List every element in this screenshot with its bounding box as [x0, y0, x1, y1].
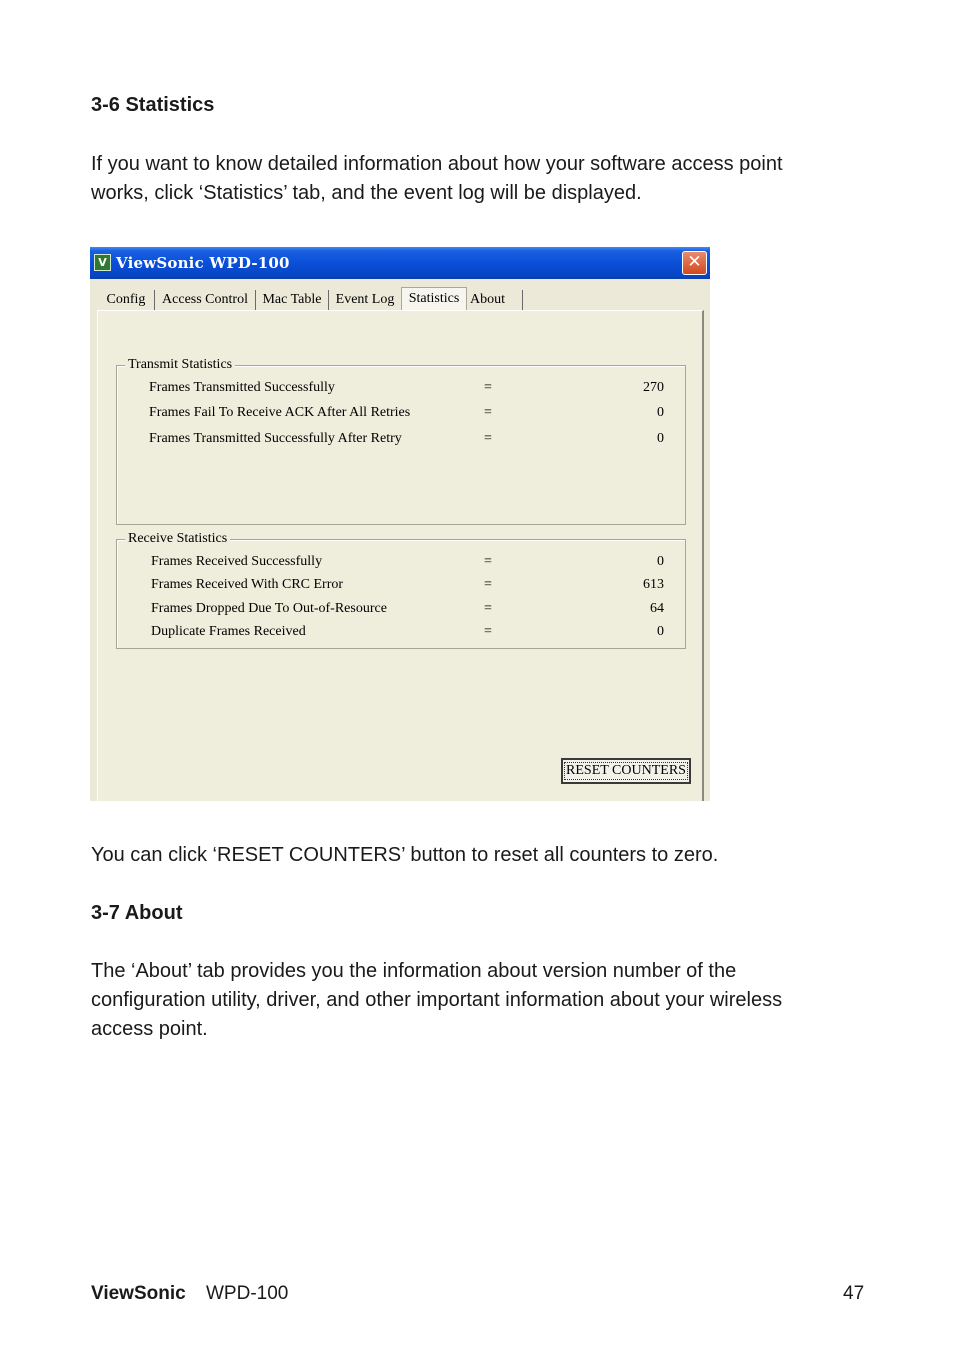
stat-label: Frames Fail To Receive ACK After All Retries [149, 405, 411, 420]
reset-note: You can click ‘RESET COUNTERS’ button to reset all counters to zero. [91, 844, 719, 866]
stat-equals: = [484, 405, 492, 420]
reset-counters-label: RESET COUNTERS [566, 763, 686, 778]
footer-model: WPD-100 [206, 1283, 289, 1304]
receive-row [151, 600, 669, 618]
window-titlebar[interactable] [90, 247, 710, 279]
stat-value: 0 [657, 554, 664, 569]
tab-config[interactable]: Config [98, 290, 155, 310]
statistics-panel [97, 310, 704, 801]
stat-value: 0 [657, 431, 664, 446]
intro-line-1: If you want to know detailed information about how your software access point [91, 153, 783, 175]
stat-value: 0 [657, 624, 664, 639]
about-line-3: access point. [91, 1018, 208, 1040]
wpd100-window [90, 247, 710, 801]
stat-value: 64 [650, 601, 664, 616]
stat-equals: = [484, 431, 492, 446]
stat-label: Duplicate Frames Received [151, 624, 306, 639]
transmit-row [149, 404, 669, 422]
section-heading-statistics: 3-6 Statistics [91, 94, 215, 116]
footer-brand: ViewSonic [91, 1283, 186, 1304]
receive-statistics-legend: Receive Statistics [125, 530, 230, 548]
stat-equals: = [484, 601, 492, 616]
receive-row [151, 553, 669, 571]
stat-label: Frames Transmitted Successfully [149, 380, 335, 395]
stat-equals: = [484, 624, 492, 639]
about-description [91, 957, 881, 1044]
stat-equals: = [484, 554, 492, 569]
transmit-statistics-legend: Transmit Statistics [125, 356, 235, 374]
stat-label: Frames Received Successfully [151, 554, 323, 569]
statistics-intro [91, 150, 881, 208]
stat-value: 613 [643, 577, 664, 592]
stat-equals: = [484, 380, 492, 395]
receive-row [151, 576, 669, 594]
transmit-statistics-group [116, 357, 686, 525]
transmit-row [149, 379, 669, 397]
page-number: 47 [843, 1283, 865, 1304]
stat-value: 0 [657, 405, 664, 420]
stat-value: 270 [643, 380, 664, 395]
stat-label: Frames Dropped Due To Out-of-Resource [151, 601, 387, 616]
tab-event-log[interactable]: Event Log [329, 290, 402, 310]
section-heading-about: 3-7 About [91, 902, 183, 924]
close-button[interactable] [682, 251, 707, 275]
close-icon: ✕ [687, 252, 702, 272]
intro-line-2: works, click ‘Statistics’ tab, and the event log will be displayed. [91, 182, 642, 204]
viewsonic-app-icon: V [94, 254, 111, 271]
receive-row [151, 623, 669, 641]
stat-label: Frames Transmitted Successfully After Retry [149, 431, 402, 446]
tab-mac-table[interactable]: Mac Table [256, 290, 329, 310]
reset-counters-button[interactable] [561, 758, 691, 784]
tab-statistics[interactable]: Statistics [401, 287, 467, 311]
window-title: ViewSonic WPD-100 [116, 254, 290, 272]
about-line-2: configuration utility, driver, and other important information about your wireless [91, 989, 783, 1011]
stat-equals: = [484, 577, 492, 592]
tab-about[interactable]: About [468, 290, 523, 310]
tab-access-control[interactable]: Access Control [155, 290, 256, 310]
about-line-1: The ‘About’ tab provides you the information about version number of the [91, 960, 737, 982]
transmit-row [149, 430, 669, 448]
stat-label: Frames Received With CRC Error [151, 577, 344, 592]
receive-statistics-group [116, 531, 686, 649]
